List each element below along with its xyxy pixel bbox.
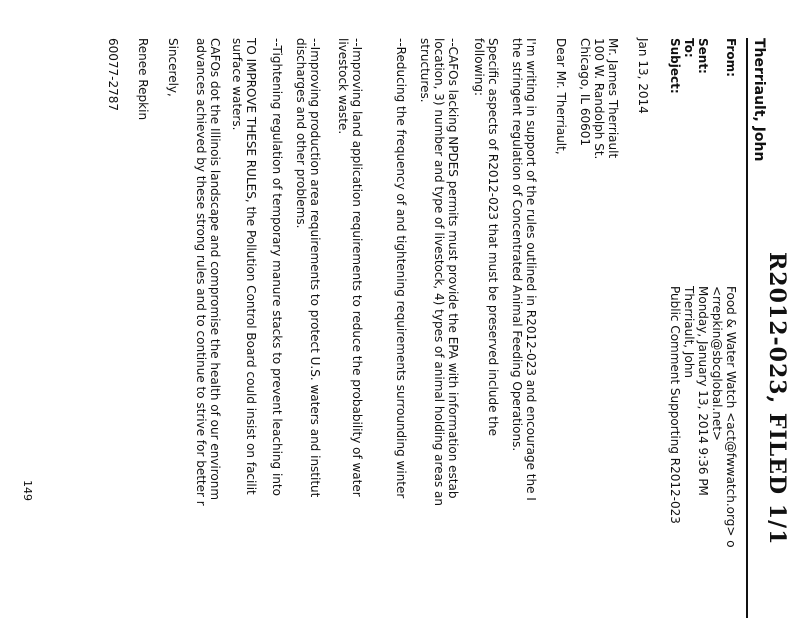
paragraph-line: advances achieved by these strong rules and to continue to strive for better r [194,38,208,506]
address-line: Mr. James Therriault [606,38,620,159]
paragraph-line: CAFOs dot the Illinois landscape and compromise the health of our environm [208,38,222,501]
to-label: To: [682,38,696,58]
paragraph-line: TO IMPROVE THESE RULES, the Pollution Control Board could insist on facilit [244,38,258,495]
filed-stamp: R2012-023, FILED 1/1 [764,252,790,546]
signature-zip: 60077-2787 [106,38,120,112]
sent-label: Sent: [696,38,710,74]
paragraph-line: structures. [418,38,432,103]
paragraph-line: discharges and other problems. [294,38,308,229]
paragraph-line: --Improving land application requirements to reduce the probability of water [350,38,364,497]
paragraph-line: location, 3) number and type of livestock, 4) types of animal holding areas an [432,38,446,506]
paragraph-line: I'm writing in support of the rules outlined in R2012-023 and encourage the I [524,38,538,501]
paragraph-line: following: [472,38,486,96]
sent-value: Monday, January 13, 2014 9:36 PM [696,286,710,496]
address-line: 100 W. Randolph St. [592,38,606,160]
page-number: 149 [21,480,34,501]
sender-name: Therriault, John [751,38,767,162]
subject-label: Subject: [668,38,682,94]
subject-value: Public Comment Supporting R2012-023 [668,286,682,524]
letter-date: Jan 13, 2014 [636,38,650,114]
paragraph-line: --Tightening regulation of temporary manure stacks to prevent leaching into [270,38,284,496]
paragraph-line: --Improving production area requirements to protect U.S. waters and institut [308,38,322,498]
paragraph-line: the stringent regulation of Concentrated Animal Feeding Operations. [510,38,524,452]
to-value: Therriault, John [682,286,696,379]
paragraph-line: livestock waste. [336,38,350,135]
from-value-line-2: <rrepkin@sbcglobal.net> [710,286,724,441]
address-line: Chicago, IL 60601 [578,38,592,147]
signature-name: Renee Repkin [136,38,150,121]
header-divider [746,38,748,618]
paragraph-line: --Reducing the frequency of and tightening requirements surrounding winter [394,38,408,499]
paragraph-line: Specific aspects of R2012-023 that must be preserved include the [486,38,500,437]
from-value-line-1: Food & Water Watch <act@fwwatch.org> o [724,286,738,548]
paragraph-line: --CAFOs lacking NPDES permits must provide the EPA with information estab [446,38,460,499]
salutation: Dear Mr. Therriault, [554,38,568,155]
closing: Sincerely, [166,38,180,97]
paragraph-line: surface waters. [230,38,244,131]
from-label: From: [724,38,738,77]
